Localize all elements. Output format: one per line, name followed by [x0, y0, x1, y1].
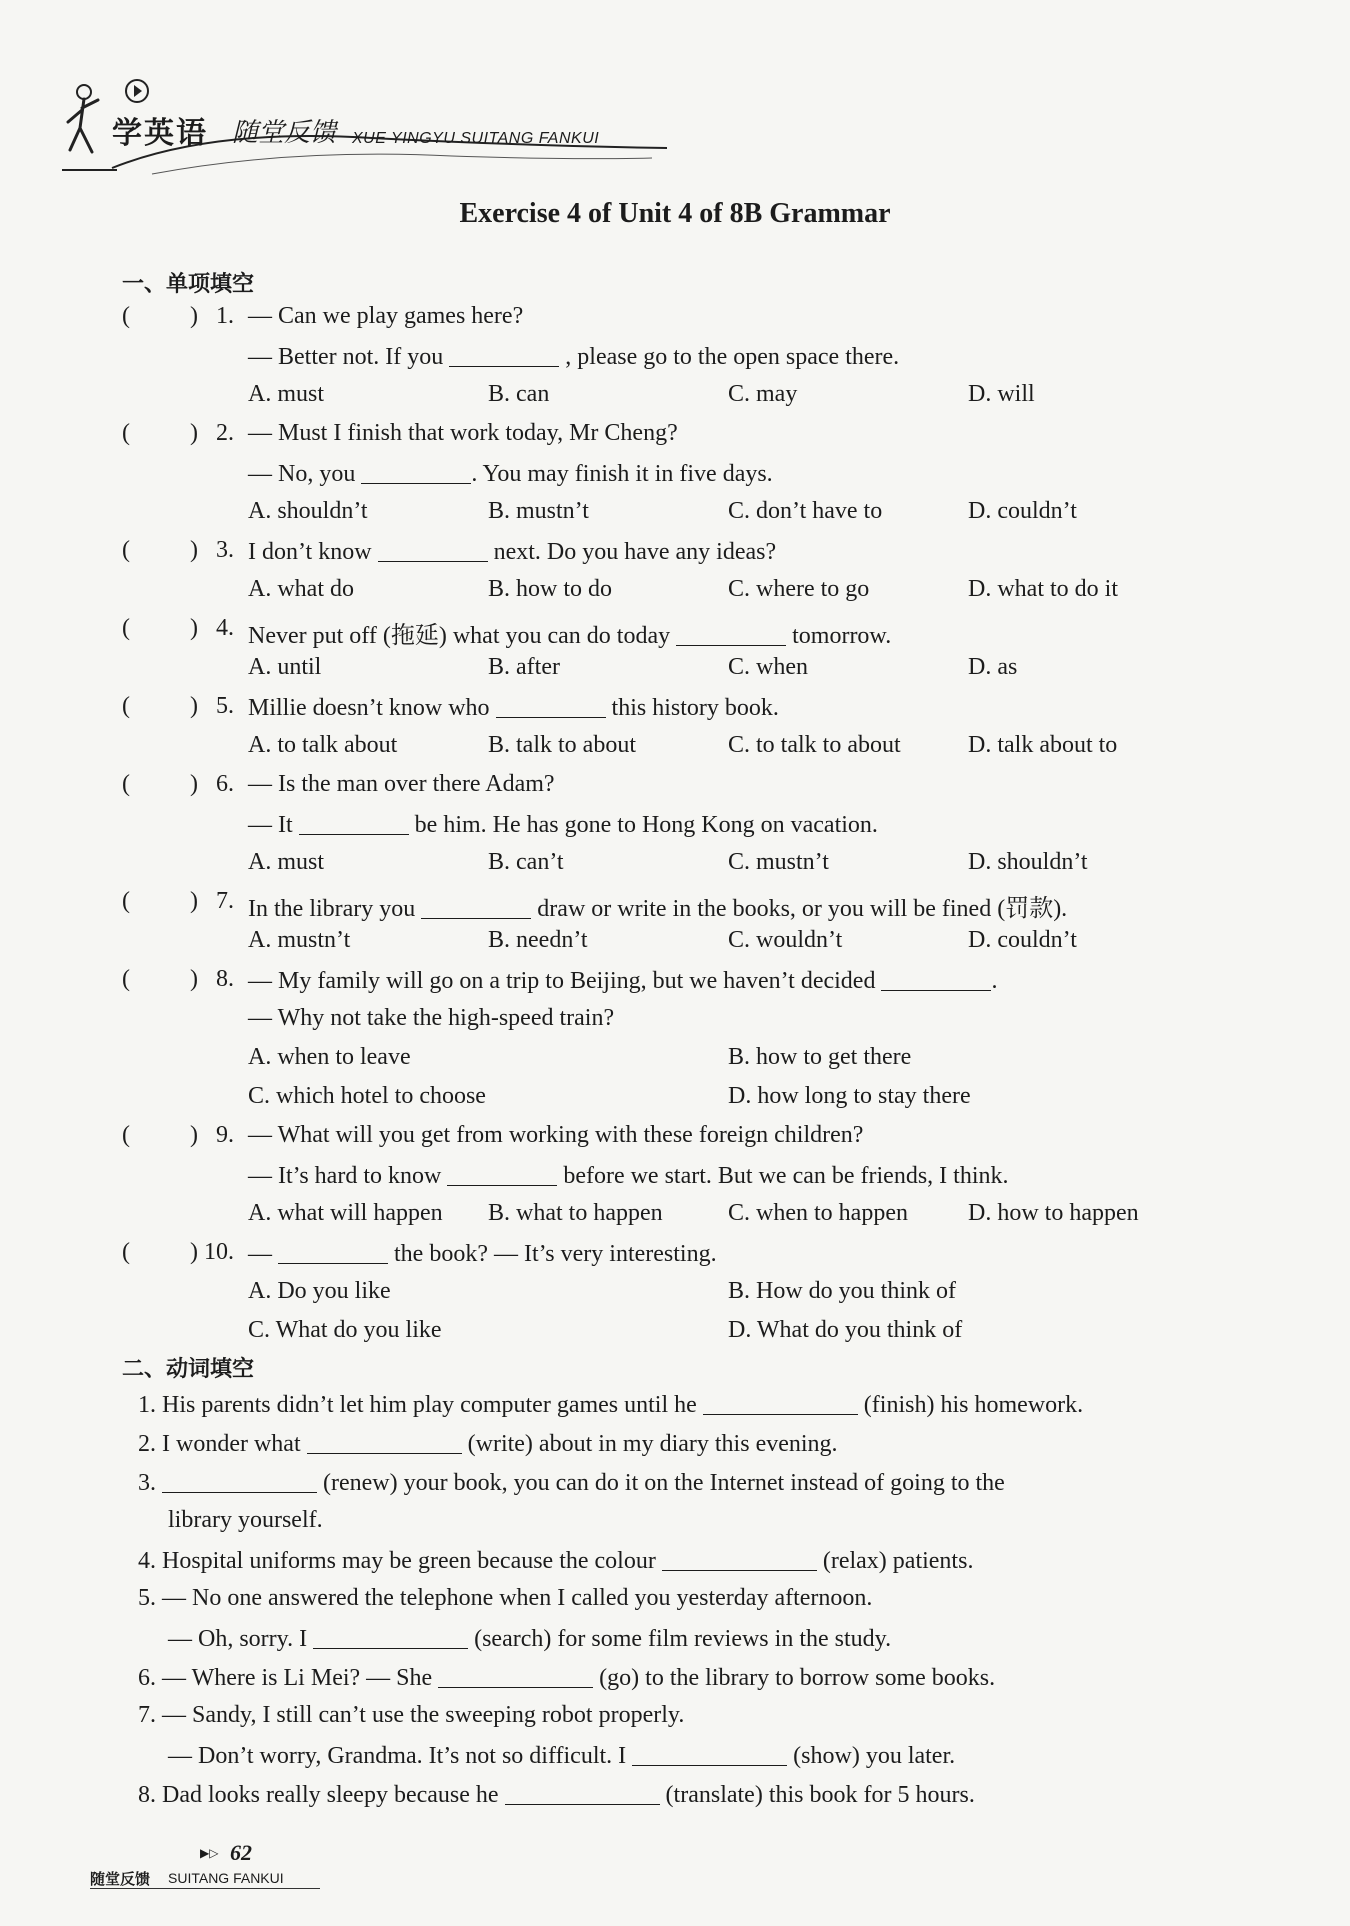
verb-item-3 [138, 1468, 1005, 1497]
text: (finish) his homework. [863, 1392, 1084, 1418]
question-line [248, 1239, 717, 1268]
text: . [991, 968, 998, 994]
answer-blank[interactable] [881, 966, 991, 991]
page-number: 62 [230, 1840, 252, 1865]
option-b: B. talk to about [488, 732, 636, 758]
answer-blank[interactable] [496, 693, 606, 718]
verb-item-8 [138, 1780, 975, 1809]
option-b: B. can’t [488, 849, 564, 875]
text: this history book. [611, 695, 779, 721]
answer-blank[interactable] [361, 459, 471, 484]
section1-heading: 一、单项填空 [122, 272, 255, 297]
answer-blank[interactable] [313, 1624, 468, 1649]
text: I don’t know [248, 539, 372, 565]
option-a: A. Do you like [248, 1278, 391, 1304]
text: In the library you [248, 896, 416, 922]
text: — [248, 1241, 272, 1267]
brand-chinese-2: 随堂反馈 [232, 118, 337, 148]
answer-paren-close: ) [190, 537, 198, 563]
answer-paren-open: ( [122, 615, 130, 641]
text: — My family will go on a trip to Beijing, but we haven’t decided [248, 968, 876, 994]
option-a: A. when to leave [248, 1044, 411, 1070]
option-d: D. how long to stay there [728, 1083, 971, 1109]
option-c: C. which hotel to choose [248, 1083, 486, 1109]
question-number: 9. [216, 1122, 234, 1148]
verb-item-4 [138, 1546, 973, 1575]
option-d: D. how to happen [968, 1200, 1139, 1226]
answer-blank[interactable] [421, 894, 531, 919]
answer-paren-open: ( [122, 303, 130, 329]
option-b: B. after [488, 654, 560, 680]
answer-blank[interactable] [307, 1429, 462, 1454]
text: — It’s hard to know [248, 1163, 442, 1189]
question-line [248, 810, 878, 839]
answer-paren-close: ) [190, 1239, 198, 1265]
answer-blank[interactable] [662, 1546, 817, 1571]
text: tomorrow. [792, 623, 892, 649]
question-number: 10. [204, 1239, 234, 1265]
option-c: C. when [728, 654, 808, 680]
option-d: D. as [968, 654, 1018, 680]
play-circle-icon [124, 78, 150, 104]
answer-paren-close: ) [190, 693, 198, 719]
section2-heading: 二、动词填空 [122, 1357, 255, 1382]
text: 8. Dad looks really sleepy because he [138, 1782, 499, 1808]
question-number: 6. [216, 771, 234, 797]
option-b: B. can [488, 381, 550, 407]
option-b: B. mustn’t [488, 498, 589, 524]
answer-blank[interactable] [632, 1741, 787, 1766]
answer-blank[interactable] [438, 1663, 593, 1688]
text: , please go to the open space there. [565, 344, 900, 370]
text: — No, you [248, 461, 356, 487]
page-footer [90, 1820, 330, 1900]
text: draw or write in the books, or you will be fined (罚款). [537, 896, 1068, 922]
answer-blank[interactable] [505, 1780, 660, 1805]
option-c: C. mustn’t [728, 849, 829, 875]
question-number: 7. [216, 888, 234, 914]
footer-rule [90, 1888, 320, 1889]
footer-pinyin: SUITANG FANKUI [168, 1870, 284, 1886]
answer-paren-close: ) [190, 1122, 198, 1148]
question-line [248, 537, 776, 566]
verb-item-3-cont: library yourself. [168, 1507, 323, 1533]
answer-paren-close: ) [190, 303, 198, 329]
answer-blank[interactable] [703, 1390, 858, 1415]
answer-blank[interactable] [447, 1161, 557, 1186]
verb-item-7: 7. — Sandy, I still can’t use the sweeping robot properly. [138, 1702, 685, 1728]
text: be him. He has gone to Hong Kong on vacation. [414, 812, 878, 838]
option-d: D. shouldn’t [968, 849, 1088, 875]
exercise-title: Exercise 4 of Unit 4 of 8B Grammar [459, 198, 891, 229]
question-line: — What will you get from working with these foreign children? [248, 1122, 864, 1148]
text: (show) you later. [793, 1743, 956, 1769]
answer-paren-open: ( [122, 966, 130, 992]
option-c: C. don’t have to [728, 498, 883, 524]
option-d: D. couldn’t [968, 927, 1077, 953]
question-line [248, 1161, 1009, 1190]
answer-paren-open: ( [122, 693, 130, 719]
option-d: D. talk about to [968, 732, 1118, 758]
answer-paren-open: ( [122, 537, 130, 563]
question-line [248, 966, 997, 995]
question-number: 5. [216, 693, 234, 719]
option-a: A. must [248, 849, 325, 875]
text: 1. His parents didn’t let him play computer games until he [138, 1392, 697, 1418]
question-line: — Why not take the high-speed train? [248, 1005, 615, 1031]
option-d: D. what to do it [968, 576, 1118, 602]
option-a: A. what do [248, 576, 354, 602]
answer-blank[interactable] [449, 342, 559, 367]
text: 4. Hospital uniforms may be green because the colour [138, 1548, 656, 1574]
answer-blank[interactable] [278, 1239, 388, 1264]
option-a: A. what will happen [248, 1200, 443, 1226]
brand-header [62, 78, 662, 178]
answer-blank[interactable] [299, 810, 409, 835]
brand-chinese: 学英语 [112, 116, 208, 151]
verb-item-5-cont [168, 1624, 891, 1653]
answer-paren-open: ( [122, 1239, 130, 1265]
text: — Don’t worry, Grandma. It’s not so difficult. I [168, 1743, 627, 1769]
text: (go) to the library to borrow some books. [599, 1665, 996, 1691]
option-a: A. shouldn’t [248, 498, 368, 524]
question-number: 8. [216, 966, 234, 992]
text: (translate) this book for 5 hours. [665, 1782, 975, 1808]
text: (search) for some film reviews in the study. [474, 1626, 892, 1652]
option-c: C. wouldn’t [728, 927, 843, 953]
footer-chinese: 随堂反馈 [90, 1870, 151, 1888]
option-b: B. how to get there [728, 1044, 912, 1070]
answer-paren-close: ) [190, 420, 198, 446]
option-c: C. may [728, 381, 798, 407]
answer-paren-close: ) [190, 888, 198, 914]
option-a: A. must [248, 381, 325, 407]
text: . You may finish it in five days. [471, 461, 773, 487]
text: (relax) patients. [822, 1548, 974, 1574]
option-a: A. to talk about [248, 732, 398, 758]
answer-paren-open: ( [122, 888, 130, 914]
question-line: — Must I finish that work today, Mr Cheng? [248, 420, 678, 446]
answer-paren-open: ( [122, 420, 130, 446]
question-number: 2. [216, 420, 234, 446]
text: next. Do you have any ideas? [493, 539, 777, 565]
verb-item-6 [138, 1663, 995, 1692]
verb-item-5: 5. — No one answered the telephone when I called you yesterday afternoon. [138, 1585, 873, 1611]
text: 3. [138, 1470, 156, 1496]
question-number: 1. [216, 303, 234, 329]
text: Never put off (拖延) what you can do today [248, 623, 671, 649]
answer-paren-close: ) [190, 966, 198, 992]
option-b: B. needn’t [488, 927, 588, 953]
text: — It [248, 812, 293, 838]
verb-item-1 [138, 1390, 1083, 1419]
verb-item-2 [138, 1429, 838, 1458]
option-d: D. What do you think of [728, 1317, 963, 1343]
double-arrow-icon: ▶▷ [200, 1846, 219, 1860]
question-line: — Can we play games here? [248, 303, 524, 329]
brand-pinyin: XUE YINGYU SUITANG FANKUI [352, 130, 600, 147]
answer-blank[interactable] [162, 1468, 317, 1493]
option-a: A. until [248, 654, 322, 680]
answer-paren-open: ( [122, 771, 130, 797]
text: before we start. But we can be friends, I think. [563, 1163, 1009, 1189]
answer-blank[interactable] [378, 537, 488, 562]
question-line [248, 693, 779, 722]
option-c: C. to talk to about [728, 732, 901, 758]
option-b: B. how to do [488, 576, 613, 602]
text: (write) about in my diary this evening. [467, 1431, 838, 1457]
option-c: C. What do you like [248, 1317, 442, 1343]
text: 6. — Where is Li Mei? — She [138, 1665, 433, 1691]
option-d: D. couldn’t [968, 498, 1077, 524]
text: Millie doesn’t know who [248, 695, 490, 721]
question-line [248, 342, 899, 371]
question-line [248, 888, 1067, 923]
option-c: C. where to go [728, 576, 870, 602]
option-c: C. when to happen [728, 1200, 908, 1226]
option-b: B. what to happen [488, 1200, 663, 1226]
question-line: — Is the man over there Adam? [248, 771, 555, 797]
question-number: 4. [216, 615, 234, 641]
question-number: 3. [216, 537, 234, 563]
answer-paren-open: ( [122, 1122, 130, 1148]
question-line [248, 459, 773, 488]
text: 2. I wonder what [138, 1431, 301, 1457]
option-a: A. mustn’t [248, 927, 351, 953]
option-b: B. How do you think of [728, 1278, 956, 1304]
answer-blank[interactable] [676, 621, 786, 646]
option-d: D. will [968, 381, 1035, 407]
answer-paren-close: ) [190, 771, 198, 797]
text: (renew) your book, you can do it on the Internet instead of going to the [323, 1470, 1005, 1496]
text: — Oh, sorry. I [168, 1626, 308, 1652]
answer-paren-close: ) [190, 615, 198, 641]
question-line [248, 615, 891, 650]
text: the book? — It’s very interesting. [394, 1241, 717, 1267]
verb-item-7-cont [168, 1741, 955, 1770]
text: — Better not. If you [248, 344, 444, 370]
